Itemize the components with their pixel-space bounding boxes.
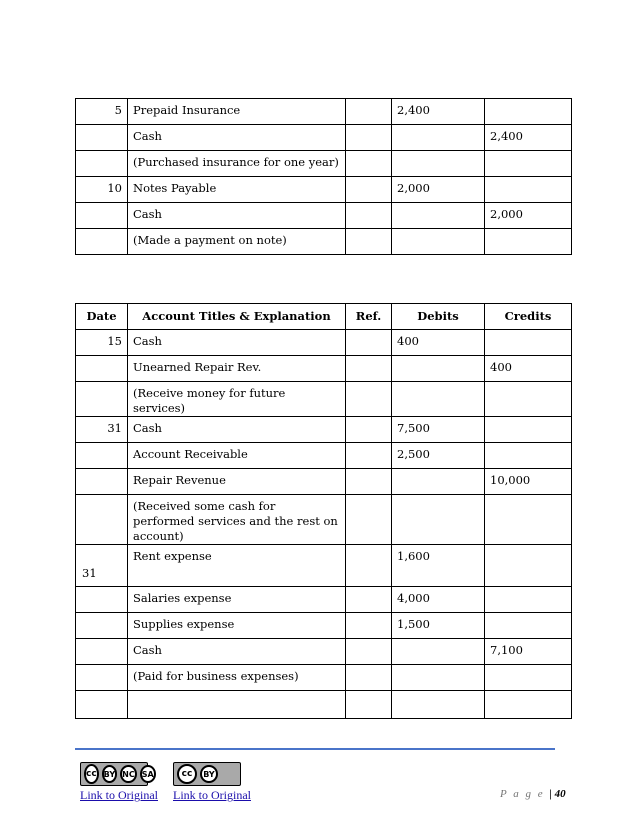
- ref-cell: [346, 229, 392, 255]
- date-cell: [76, 495, 128, 545]
- nc-icon: NC: [120, 765, 137, 783]
- credit-cell: 2,000: [485, 203, 572, 229]
- date-cell: [76, 203, 128, 229]
- debit-cell: 7,500: [392, 417, 485, 443]
- debit-cell: [392, 203, 485, 229]
- credit-cell: [485, 587, 572, 613]
- date-cell: [76, 125, 128, 151]
- header-ref: Ref.: [346, 304, 392, 330]
- credit-cell: [485, 495, 572, 545]
- table-row: [76, 665, 572, 691]
- debit-cell: [392, 639, 485, 665]
- footer-rule: [75, 748, 555, 750]
- debit-cell: 1,500: [392, 613, 485, 639]
- debit-cell: [392, 229, 485, 255]
- credit-cell: [485, 665, 572, 691]
- credit-cell: [485, 229, 572, 255]
- date-cell: [76, 382, 128, 417]
- ref-cell: [346, 691, 392, 719]
- credit-cell: [485, 691, 572, 719]
- credit-cell: [485, 545, 572, 587]
- debit-cell: 2,500: [392, 443, 485, 469]
- account-cell: (Made a payment on note): [128, 229, 346, 255]
- header-date: Date: [76, 304, 128, 330]
- account-cell: (Receive money for future services): [128, 382, 346, 417]
- date-cell: [76, 665, 128, 691]
- credit-cell: [485, 151, 572, 177]
- credit-cell: [485, 99, 572, 125]
- date-cell: [76, 639, 128, 665]
- ref-cell: [346, 177, 392, 203]
- debit-cell: [392, 691, 485, 719]
- table-row: [76, 382, 572, 417]
- table-row: [76, 639, 572, 665]
- table-row: [76, 587, 572, 613]
- debit-cell: [392, 665, 485, 691]
- table-row: [76, 330, 572, 356]
- link-to-original-1[interactable]: Link to Original: [80, 788, 158, 802]
- credit-cell: [485, 382, 572, 417]
- credit-cell: [485, 417, 572, 443]
- cc-icon: cc: [177, 764, 197, 784]
- ref-cell: [346, 356, 392, 382]
- account-cell: Notes Payable: [128, 177, 346, 203]
- debit-cell: [392, 495, 485, 545]
- table-row: [76, 545, 572, 587]
- date-cell: [76, 691, 128, 719]
- credit-cell: [485, 443, 572, 469]
- cc-icon: cc: [84, 764, 99, 784]
- date-cell: [76, 613, 128, 639]
- debit-cell: [392, 382, 485, 417]
- credit-cell: [485, 613, 572, 639]
- date-cell: [76, 587, 128, 613]
- account-cell: Cash: [128, 639, 346, 665]
- ref-cell: [346, 382, 392, 417]
- header-account: Account Titles & Explanation: [128, 304, 346, 330]
- table-row: [76, 203, 572, 229]
- account-cell: Cash: [128, 203, 346, 229]
- cc-by-nc-sa-license-icon[interactable]: [80, 762, 154, 786]
- ref-cell: [346, 151, 392, 177]
- account-cell: [128, 691, 346, 719]
- debit-cell: 1,600: [392, 545, 485, 587]
- date-cell: 5: [76, 99, 128, 125]
- account-cell: Repair Revenue: [128, 469, 346, 495]
- table-row: [76, 229, 572, 255]
- cc-by-license-icon[interactable]: [173, 762, 241, 786]
- table-row: [76, 125, 572, 151]
- date-cell: [76, 151, 128, 177]
- ref-cell: [346, 545, 392, 587]
- account-cell: Account Receivable: [128, 443, 346, 469]
- credit-cell: 7,100: [485, 639, 572, 665]
- table-row: [76, 151, 572, 177]
- account-cell: (Paid for business expenses): [128, 665, 346, 691]
- page-number: [500, 788, 566, 800]
- ref-cell: [346, 587, 392, 613]
- date-cell: [76, 356, 128, 382]
- debit-cell: [392, 356, 485, 382]
- account-cell: Prepaid Insurance: [128, 99, 346, 125]
- account-cell: Unearned Repair Rev.: [128, 356, 346, 382]
- credit-cell: 400: [485, 356, 572, 382]
- journal-table-2: [75, 303, 572, 719]
- account-cell: (Received some cash for performed services and the rest on account): [128, 495, 346, 545]
- account-cell: Cash: [128, 125, 346, 151]
- account-cell: Cash: [128, 330, 346, 356]
- debit-cell: 2,400: [392, 99, 485, 125]
- credit-cell: [485, 177, 572, 203]
- debit-cell: 2,000: [392, 177, 485, 203]
- by-icon: BY: [102, 765, 117, 783]
- table-row: [76, 495, 572, 545]
- date-cell: 31: [76, 545, 128, 587]
- debit-cell: [392, 151, 485, 177]
- header-row: [76, 304, 572, 330]
- sa-icon: SA: [140, 765, 156, 783]
- debit-cell: 4,000: [392, 587, 485, 613]
- ref-cell: [346, 203, 392, 229]
- ref-cell: [346, 330, 392, 356]
- ref-cell: [346, 639, 392, 665]
- account-cell: Rent expense: [128, 545, 346, 587]
- header-credit: Credits: [485, 304, 572, 330]
- ref-cell: [346, 495, 392, 545]
- table-row: [76, 691, 572, 719]
- account-cell: Salaries expense: [128, 587, 346, 613]
- table-row: [76, 613, 572, 639]
- account-cell: (Purchased insurance for one year): [128, 151, 346, 177]
- credit-cell: [485, 330, 572, 356]
- ref-cell: [346, 469, 392, 495]
- journal-table-1: [75, 98, 572, 255]
- header-debit: Debits: [392, 304, 485, 330]
- debit-cell: 400: [392, 330, 485, 356]
- debit-cell: [392, 469, 485, 495]
- ref-cell: [346, 613, 392, 639]
- date-cell: [76, 229, 128, 255]
- ref-cell: [346, 125, 392, 151]
- date-cell: 15: [76, 330, 128, 356]
- credit-cell: 10,000: [485, 469, 572, 495]
- ref-cell: [346, 443, 392, 469]
- date-cell: [76, 443, 128, 469]
- table-row: [76, 443, 572, 469]
- date-cell: 10: [76, 177, 128, 203]
- account-cell: Supplies expense: [128, 613, 346, 639]
- table-row: [76, 417, 572, 443]
- date-cell: [76, 469, 128, 495]
- credit-cell: 2,400: [485, 125, 572, 151]
- page-label: P a g e: [500, 788, 545, 800]
- link-to-original-2[interactable]: Link to Original: [173, 788, 251, 802]
- table-row: [76, 356, 572, 382]
- table-row: [76, 99, 572, 125]
- table-row: [76, 177, 572, 203]
- ref-cell: [346, 665, 392, 691]
- date-cell: 31: [76, 417, 128, 443]
- page-number-value: | 40: [549, 788, 566, 800]
- ref-cell: [346, 417, 392, 443]
- table-row: [76, 469, 572, 495]
- debit-cell: [392, 125, 485, 151]
- by-icon: BY: [200, 765, 218, 783]
- ref-cell: [346, 99, 392, 125]
- account-cell: Cash: [128, 417, 346, 443]
